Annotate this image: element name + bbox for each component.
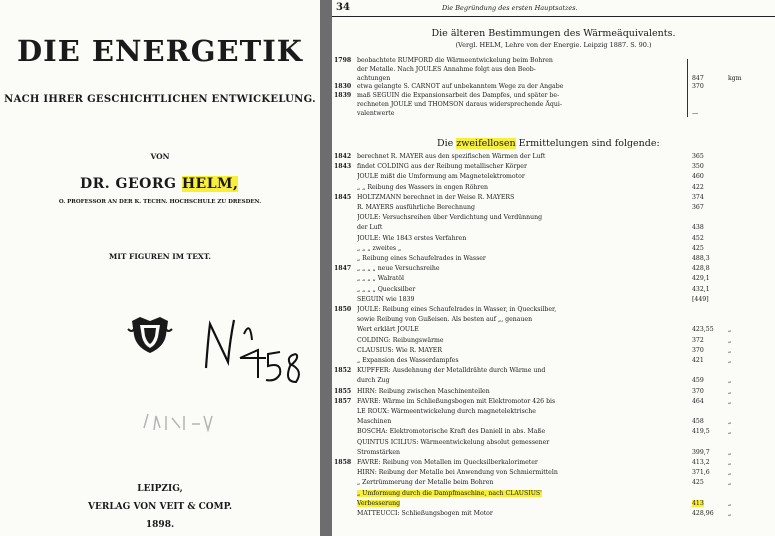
row-value: 428,96 [692,510,714,517]
table-row [332,458,775,468]
row-text: COLDING: Reibungswärme [357,336,444,344]
row-value: 464 [692,397,704,405]
table-row [332,468,775,478]
row-text: sowie Reibung von Gußeisen. Als besten auf „, genauen [357,316,533,324]
row-unit: „ [728,387,732,395]
table-row [332,254,775,264]
row-year: 1839 [334,92,352,100]
row-text: „ Zertrümmerung der Metalle beim Bohren [357,479,494,487]
row-value: 367 [692,204,704,211]
table-row [332,427,775,437]
table-row [332,109,775,119]
running-head: Die Begründung des ersten Hauptsatzes. [442,4,578,12]
row-text: KUPFFER: Ausdehnung der Metalldrähte durch Wärme und [357,367,546,375]
table-row [332,336,775,346]
figures-note: MIT FIGUREN IM TEXT. [109,252,211,261]
row-value: 425 [692,244,704,252]
row-text: „ Reibung eines Schaufelrades in Wasser [357,255,486,262]
row-unit: „ [728,418,732,426]
row-value: 428,8 [692,265,710,273]
table-row [332,397,775,407]
row-unit: „ [728,346,732,354]
row-text: HOLTZMANN berechnet in der Weise R. MAYERS [357,193,515,201]
row-text: „ Umformung durch die Dampfmaschine, nach CLAUSIUS' [357,489,542,497]
content-page [332,0,775,536]
row-year: 1847 [334,265,352,273]
row-year: 1852 [334,367,352,375]
row-year: 1855 [334,387,352,395]
row-value: 432,1 [692,285,710,293]
row-text: „ „ Reibung des Wassers in engen Röhren [357,183,489,191]
row-unit: „ [728,357,732,364]
row-text: Maschinen [357,418,392,426]
table-row [332,325,775,335]
table-row [332,448,775,458]
section2-title-prefix: Die [437,138,457,149]
row-text: Stromstärken [357,448,400,456]
section1-title: Die älteren Bestimmungen des Wärmeäquivalents. [431,28,676,39]
book-gutter [320,0,332,536]
table-row [332,203,775,213]
table-row [332,223,775,233]
table-row [332,162,775,172]
row-text: FAVRE: Wärme im Schließungsbogen mit Elektromotor 426 bis [357,397,556,405]
table-row [332,478,775,488]
table-row [332,499,775,509]
table-row [332,172,775,182]
row-value: 421 [692,357,704,364]
table-row [332,417,775,427]
row-year: 1798 [334,57,352,64]
faint-stamp [140,410,220,434]
row-value: 370 [692,83,704,91]
row-value: 847 [692,74,704,82]
row-value: 423,55 [692,326,714,334]
row-text: etwa gelangte S. CARNOT auf unbekanntem Wege zu der Angabe [357,83,564,91]
section2-title [437,138,660,149]
row-text: JOULE: Wie 1843 erstes Verfahren [357,234,467,242]
section2-title-suffix: Ermittelungen sind folgende: [515,138,660,149]
table-row [332,376,775,386]
table-row [332,274,775,284]
page-number: 34 [336,2,350,13]
row-unit: „ [728,469,732,477]
book-title: DIE ENERGETIK [17,34,303,68]
row-value: 488,3 [692,255,710,262]
row-text: JOULE: Reibung eines Schaufelrades in Wasser, in Quecksilber, [357,306,557,313]
row-text: der Metalle. Nach JOULES Annahme folgt aus den Beob- [357,65,536,73]
table-row [332,387,775,397]
row-text: JOULE: Versuchsreihen über Verdichtung und Verdünnung [357,214,543,222]
table-row [332,489,775,499]
row-value: 429,1 [692,275,710,283]
table-row [332,285,775,295]
author-name [80,176,238,192]
row-text: „ „ „ „ Quecksilber [357,285,416,293]
table-row [332,407,775,417]
row-text: maß SEGUIN die Expansionsarbeit des Dampfes, und später be- [357,92,560,100]
table-row [332,193,775,203]
row-unit: „ [728,459,732,466]
table-row [332,438,775,448]
row-text: berechnet R. MAYER aus den spezifischen Wärmen der Luft [357,153,546,160]
row-value: 419,5 [692,428,710,436]
handwritten-inventory-number [200,310,310,390]
title-page [0,0,320,536]
row-unit: „ [728,479,732,487]
book-subtitle: NACH IHRER GESCHICHTLICHEN ENTWICKELUNG. [4,94,316,105]
row-year: 1830 [334,83,352,91]
row-value: — [692,109,699,117]
row-year: 1845 [334,193,352,201]
row-text: achtungen [357,74,391,82]
row-text: HIRN: Reibung zwischen Maschinenteilen [357,387,490,395]
row-text: rechneten JOULE und THOMSON daraus widersprechende Äqui- [357,101,562,108]
table-row [332,305,775,315]
row-unit: „ [728,510,732,517]
row-text: Wert erklärt JOULE [357,326,419,334]
table-row [332,509,775,519]
row-text: QUINTUS ICILIUS: Wärmeentwickelung absolut gemessener [357,438,550,446]
table-row [332,152,775,162]
publisher-name: VERLAG VON VEIT & COMP. [88,502,232,512]
row-value: 413,2 [692,459,710,466]
row-value: 372 [692,336,704,344]
row-value: 413 [692,499,704,507]
row-value: 399,7 [692,448,710,456]
table-row [332,356,775,366]
row-text: beobachtete RUMFORD die Wärmeentwickelung beim Bohren [357,57,553,64]
author-highlight: HELM, [181,176,239,192]
row-text: Verbesserung [357,499,401,507]
row-text: „ „ „ „ neue Versuchsreihe [357,265,440,273]
section1-reference: (Vergl. HELM, Lehre von der Energie. Leipzig 1887. S. 90.) [455,41,652,49]
row-value: 422 [692,183,704,191]
row-value: 425 [692,479,704,487]
row-text: „ „ „ „ Walratöl [357,275,405,283]
row-text: „ Expansion des Wasserdampfes [357,357,459,364]
row-value: 452 [692,234,704,242]
row-text: der Luft [357,224,383,232]
row-text: findet COLDING aus der Reibung metallischer Körper [357,163,527,171]
row-text: R. MAYERS ausführliche Berechnung [357,204,475,211]
section2-title-highlight: zweifellosen [456,138,516,149]
row-year: 1850 [334,306,352,313]
table-row [332,244,775,254]
row-year: 1842 [334,153,352,160]
row-text: LE ROUX: Wärmeentwickelung durch magnetelektrische [357,408,536,415]
row-unit: „ [728,428,732,436]
row-year: 1858 [334,459,352,466]
row-text: CLAUSIUS: Wie R. MAYER [357,346,442,354]
table-row [332,366,775,376]
table-row [332,234,775,244]
table-row [332,315,775,325]
row-year: 1843 [334,163,352,171]
row-value: 438 [692,224,704,232]
row-unit: „ [728,336,732,344]
row-text: „ „ „ zweites „ [357,244,402,252]
table-row [332,264,775,274]
row-text: FAVRE: Reibung von Metallen im Quecksilberkalorimeter [357,459,538,466]
row-value: [449] [692,295,709,303]
publisher-place: LEIPZIG, [137,484,183,494]
row-value: 459 [692,377,704,385]
row-unit: „ [728,326,732,334]
row-year: 1857 [334,397,352,405]
row-text: JOULE mißt die Umformung am Magnetelektromotor [357,173,525,181]
publication-year: 1898. [145,520,175,530]
table-row [332,346,775,356]
row-text: MATTEUCCI: Schließungsbogen mit Motor [357,510,493,517]
table-row [332,183,775,193]
row-value: 370 [692,346,704,354]
row-text: SEGUIN wie 1839 [357,295,415,303]
row-text: durch Zug [357,377,390,385]
row-unit: „ [728,448,732,456]
row-value: 350 [692,163,704,171]
row-value: 374 [692,193,704,201]
page-header [332,0,775,17]
row-unit: „ [728,499,732,507]
table-row [332,213,775,223]
row-unit: „ [728,377,732,385]
table-row [332,295,775,305]
publisher-emblem-icon [126,313,174,357]
row-value: 458 [692,418,704,426]
row-text: BOSCHA: Elektromotorische Kraft des Daniell in abs. Maße [357,428,546,436]
by-label: VON [150,152,170,161]
row-text: HIRN: Reibung der Metalle bei Anwendung von Schmiermitteln [357,469,558,477]
row-text: valentwerte [357,109,395,117]
row-value: 365 [692,153,704,160]
author-affiliation: O. PROFESSOR AN DER K. TECHN. HOCHSCHULE ZU DRESDEN. [58,199,262,205]
row-unit: kgm [728,74,742,82]
row-value: 370 [692,387,704,395]
row-value: 460 [692,173,704,181]
row-unit: „ [728,397,732,405]
author-prefix: DR. GEORG [80,176,182,192]
row-value: 371,6 [692,469,710,477]
